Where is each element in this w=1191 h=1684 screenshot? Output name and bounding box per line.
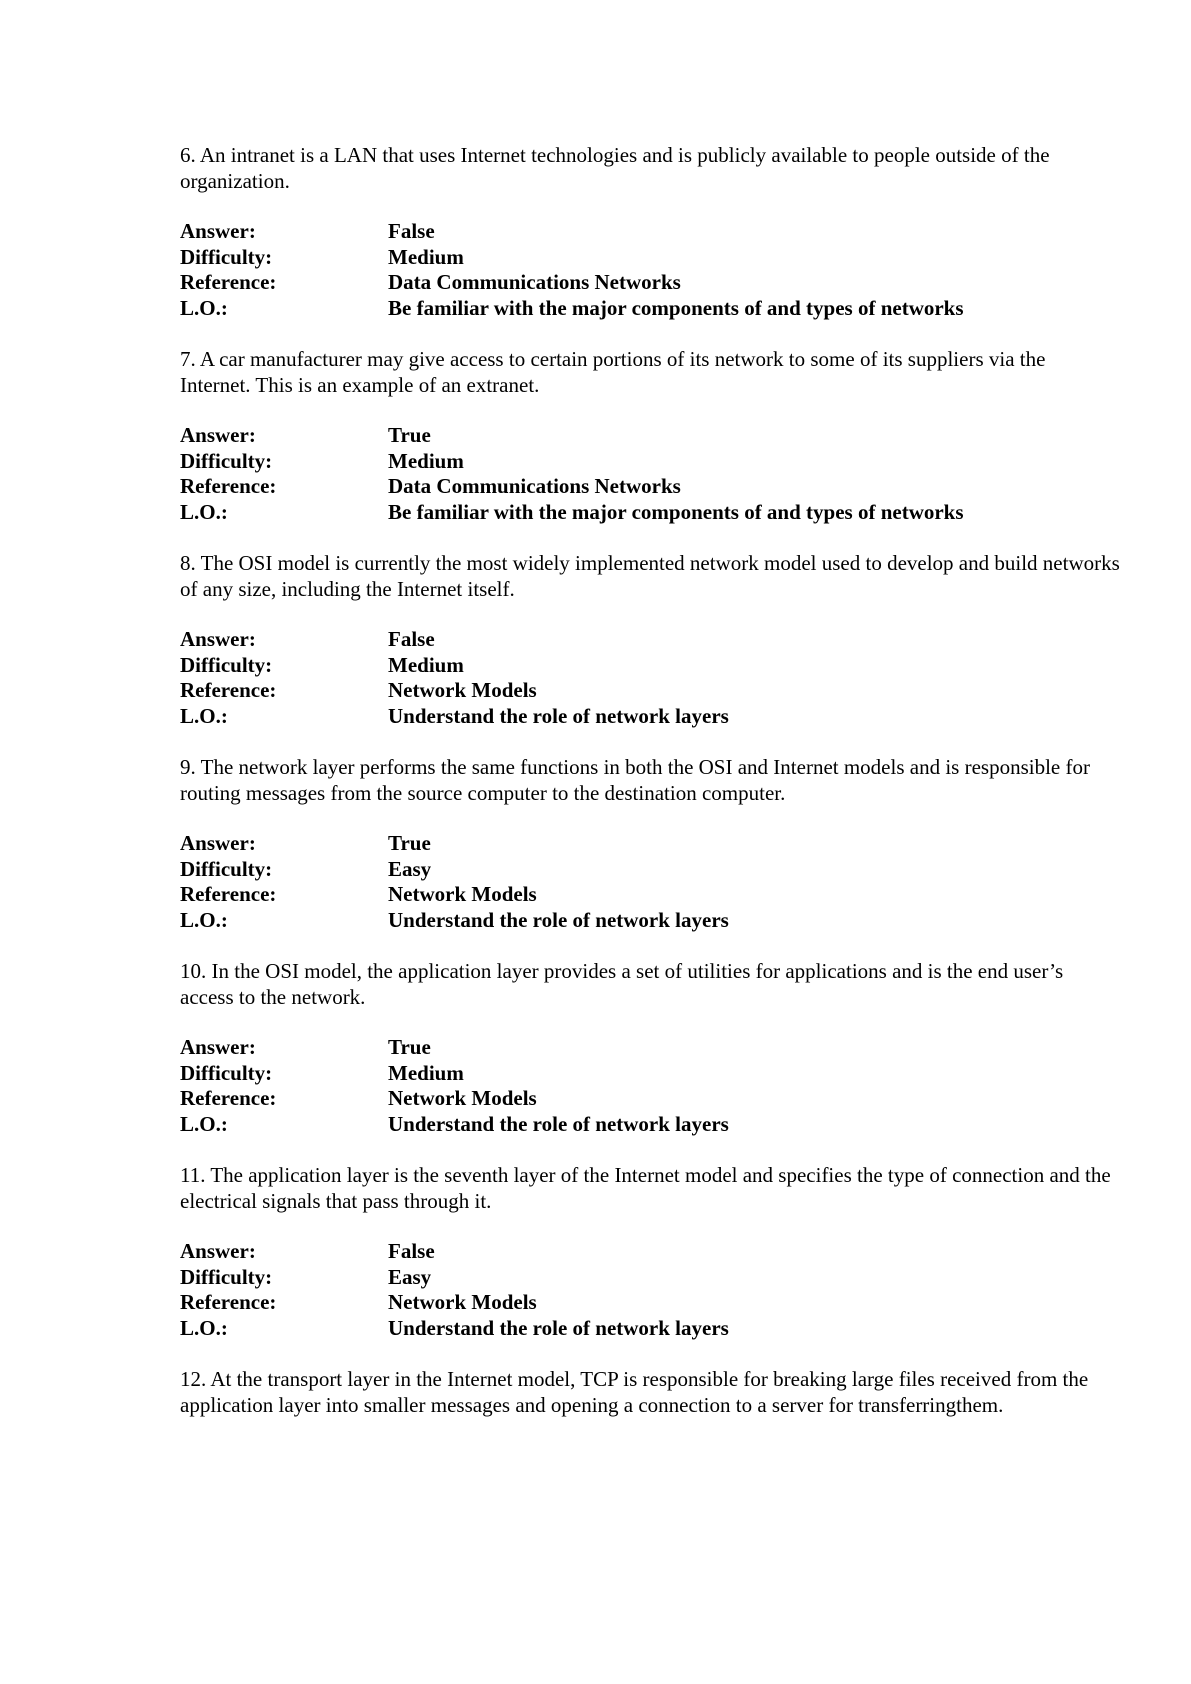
difficulty-value: Easy — [388, 1264, 432, 1289]
lo-label: L.O.: — [180, 1111, 228, 1136]
lo-value: Understand the role of network layers — [388, 907, 729, 932]
lo-value: Understand the role of network layers — [388, 1111, 729, 1136]
reference-row — [180, 882, 1191, 908]
lo-row — [180, 1112, 1191, 1138]
lo-value: Be familiar with the major components of and types of networks — [388, 499, 964, 524]
lo-value: Be familiar with the major components of and types of networks — [388, 295, 964, 320]
difficulty-value: Easy — [388, 856, 432, 881]
question-metadata — [180, 1239, 1191, 1341]
lo-row — [180, 296, 1191, 322]
answer-row — [180, 1035, 1191, 1061]
reference-value: Data Communications Networks — [388, 270, 681, 294]
reference-value: Network Models — [388, 678, 537, 702]
reference-value: Network Models — [388, 882, 537, 906]
reference-value: Network Models — [388, 1290, 537, 1314]
difficulty-value: Medium — [388, 244, 464, 269]
answer-row — [180, 831, 1191, 857]
reference-label: Reference: — [180, 1290, 277, 1314]
lo-row — [180, 908, 1191, 934]
lo-value: Understand the role of network layers — [388, 703, 729, 728]
reference-row — [180, 678, 1191, 704]
answer-label: Answer: — [180, 831, 256, 855]
reference-label: Reference: — [180, 678, 277, 702]
reference-row — [180, 474, 1191, 500]
question-text: 10. In the OSI model, the application layer provides a set of utilities for applications and is the end user’s access to the network. — [180, 959, 1064, 1009]
question-text: 6. An intranet is a LAN that uses Internet technologies and is publicly available to people outside of the organization. — [180, 143, 1050, 193]
lo-label: L.O.: — [180, 295, 228, 320]
lo-label: L.O.: — [180, 703, 228, 728]
answer-row — [180, 423, 1191, 449]
question-text: 11. The application layer is the seventh layer of the Internet model and specifies the type of connection and the electrical signals that pass through it. — [180, 1163, 1111, 1213]
difficulty-label: Difficulty: — [180, 1264, 273, 1289]
reference-label: Reference: — [180, 882, 277, 906]
difficulty-label: Difficulty: — [180, 448, 273, 473]
answer-label: Answer: — [180, 219, 256, 243]
answer-row — [180, 627, 1191, 653]
reference-row — [180, 270, 1191, 296]
answer-label: Answer: — [180, 1035, 256, 1059]
answer-row — [180, 1239, 1191, 1265]
question-text: 12. At the transport layer in the Internet model, TCP is responsible for breaking large files received from the application layer into smaller messages and opening a connection to a server for transferringthem. — [180, 1367, 1089, 1417]
answer-value: True — [388, 831, 431, 855]
lo-label: L.O.: — [180, 499, 228, 524]
difficulty-label: Difficulty: — [180, 244, 273, 269]
question-metadata — [180, 1035, 1191, 1137]
answer-label: Answer: — [180, 423, 256, 447]
lo-row — [180, 1316, 1191, 1342]
difficulty-value: Medium — [388, 1060, 464, 1085]
difficulty-row — [180, 1265, 1191, 1291]
answer-value: True — [388, 423, 431, 447]
lo-label: L.O.: — [180, 1315, 228, 1340]
question-metadata — [180, 627, 1191, 729]
difficulty-label: Difficulty: — [180, 652, 273, 677]
reference-value: Data Communications Networks — [388, 474, 681, 498]
reference-label: Reference: — [180, 474, 277, 498]
difficulty-row — [180, 245, 1191, 271]
lo-row — [180, 500, 1191, 526]
question-metadata — [180, 831, 1191, 933]
lo-row — [180, 704, 1191, 730]
difficulty-row — [180, 857, 1191, 883]
difficulty-row — [180, 1061, 1191, 1087]
answer-value: False — [388, 627, 435, 651]
difficulty-label: Difficulty: — [180, 1060, 273, 1085]
lo-value: Understand the role of network layers — [388, 1315, 729, 1340]
question-text: 9. The network layer performs the same functions in both the OSI and Internet models and is responsible for routing messages from the source computer to the destination computer. — [180, 755, 1090, 805]
reference-row — [180, 1086, 1191, 1112]
reference-label: Reference: — [180, 1086, 277, 1110]
answer-value: True — [388, 1035, 431, 1059]
lo-label: L.O.: — [180, 907, 228, 932]
question-metadata — [180, 219, 1191, 321]
reference-row — [180, 1290, 1191, 1316]
question-text: 8. The OSI model is currently the most widely implemented network model used to develop and build networks of any size, including the Internet itself. — [180, 551, 1120, 601]
reference-label: Reference: — [180, 270, 277, 294]
difficulty-row — [180, 449, 1191, 475]
question-metadata — [180, 423, 1191, 525]
difficulty-value: Medium — [388, 652, 464, 677]
answer-label: Answer: — [180, 627, 256, 651]
difficulty-row — [180, 653, 1191, 679]
answer-row — [180, 219, 1191, 245]
difficulty-value: Medium — [388, 448, 464, 473]
difficulty-label: Difficulty: — [180, 856, 273, 881]
question-text: 7. A car manufacturer may give access to certain portions of its network to some of its suppliers via the Internet. This is an example of an extranet. — [180, 347, 1046, 397]
reference-value: Network Models — [388, 1086, 537, 1110]
answer-value: False — [388, 1239, 435, 1263]
answer-label: Answer: — [180, 1239, 256, 1263]
answer-value: False — [388, 219, 435, 243]
